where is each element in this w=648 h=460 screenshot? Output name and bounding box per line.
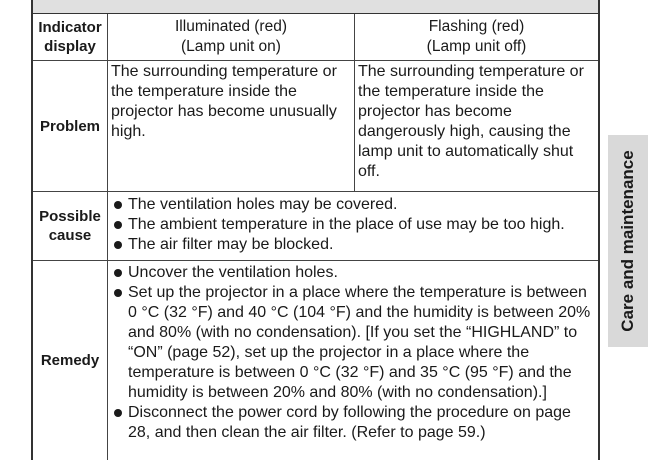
remedy-label: Remedy (40, 352, 100, 369)
list-item: Set up the projector in a place where the temperature is between 0 °C (32 °F) and 40 °C (104 °F) and the humidity is between 20% and 80% (with no condensation). [If you set the “HIGHLAND” to “ON” (page 52), set up the projector in a place where the temperature is between 0 °C (32 °F) and 35 °C (95 °F) and the humidity is between 20% and 80% (with no condensation).] (111, 283, 594, 403)
possible-cause-list (108, 192, 598, 260)
remedy-list (108, 261, 598, 460)
table-header-band (33, 0, 598, 14)
possible-cause-label: Possible cause (39, 208, 101, 244)
problem-row (33, 61, 598, 192)
list-item: The air filter may be blocked. (111, 235, 594, 255)
list-item: The ambient temperature in the place of use may be too high. (111, 215, 594, 235)
problem-label: Problem (39, 117, 100, 135)
remedy-row (33, 261, 598, 460)
list-item: The ventilation holes may be covered. (111, 195, 594, 215)
list-item: Uncover the ventilation holes. (111, 263, 594, 283)
section-tab (608, 135, 648, 347)
problem-flashing-text: The surrounding temperature or the temperature inside the projector has become dangerously high, causing the lamp unit to automatically shut off. (358, 63, 584, 180)
indicator-label: Indicator display (38, 19, 102, 55)
flashing-header: Flashing (red) (Lamp unit off) (426, 18, 527, 55)
illuminated-header: Illuminated (red) (Lamp unit on) (175, 18, 287, 55)
possible-cause-row (33, 192, 598, 261)
indicator-row (33, 14, 598, 61)
section-tab-label: Care and maintenance (618, 150, 637, 332)
status-table (31, 0, 600, 460)
list-item: Disconnect the power cord by following the procedure on page 28, and then clean the air filter. (Refer to page 59.) (111, 403, 594, 443)
problem-illuminated-text: The surrounding temperature or the temperature inside the projector has become unusually high. (111, 63, 337, 140)
